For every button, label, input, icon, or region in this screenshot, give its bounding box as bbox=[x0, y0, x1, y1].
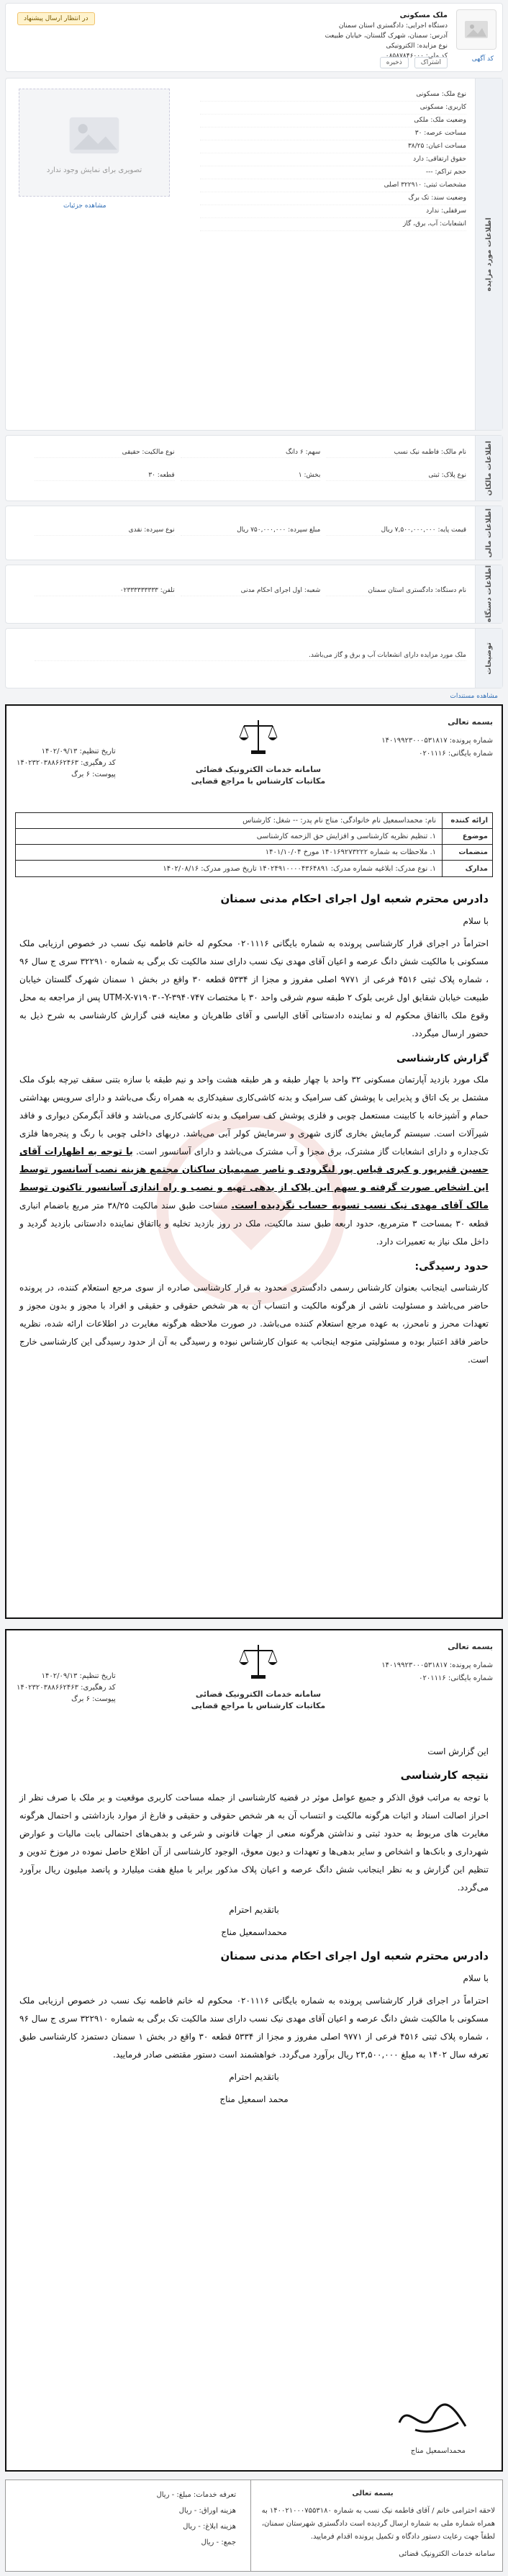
addressee-heading: دادرس محترم شعبه اول اجرای احکام مدنی سمنان bbox=[220, 892, 489, 905]
financial-cell: نوع سپرده: نقدی bbox=[35, 526, 175, 536]
footer-system: سامانه خدمات الکترونیک قضائی bbox=[399, 2550, 495, 2558]
document-header bbox=[6, 706, 502, 812]
section-heading: حدود رسیدگی: bbox=[414, 1261, 489, 1273]
listing-line: آدرس: سمنان، شهرک گلستان، خیابان طبیعت bbox=[325, 32, 448, 40]
document-emblem bbox=[186, 1641, 330, 1712]
image-gallery[interactable] bbox=[19, 89, 170, 197]
document-body bbox=[19, 1743, 489, 2113]
attachments: پیوست: ۶ برگ bbox=[71, 1695, 116, 1703]
org-title: سامانه خدمات الکترونیک قضائی bbox=[195, 1689, 322, 1699]
notes-section bbox=[5, 628, 503, 688]
paragraph-text: مساحت طبق سند مالکیت ۳۸/۲۵ متر مربع باضمام انباری قطعه ۳۰ بمساحت ۳ مترمربع، حدود اربعه طبق سند مالکیت، ملک در روز بازدید تخلیه و بااتفاق نماینده دادستانی بازدید گردید و داخل ملک نیاز به تعمیرات دارد. bbox=[19, 1201, 489, 1247]
section-tab bbox=[475, 436, 502, 501]
signer-name: محمد اسمعیل مناج bbox=[219, 2094, 289, 2104]
greeting: با سلام bbox=[463, 1973, 489, 1983]
fee-item: هزینه اوراق: - ریال bbox=[178, 2507, 236, 2515]
attachments: پیوست: ۶ برگ bbox=[71, 771, 116, 778]
financial-cell: مبلغ سپرده: ۷۵۰,۰۰۰,۰۰۰ ریال bbox=[181, 526, 321, 536]
section-tab-label: اطلاعات مورد مزایده bbox=[485, 217, 493, 292]
paragraph: کارشناسی اینجانب بعنوان کارشناس رسمی دادگستری محدود به قرار کارشناسی صادره از سوی مرجع استعلام کننده، در پرونده حاضر می‌باشد و مسئولیت ناشی از هرگونه مالکیت و انتساب آن به هر شخص حقوقی و حقیقی و افراد با مجوز و بدون مجوز و تعهدات محرز و نامحرز، به عهده مرجع استعلام کننده می‌باشد. در صورت ملاحظه هرگونه مغایرت در اطلاعات ارائه شده، نظریه حاضر فاقد اعتبار بوده و مسئولیتی متوجه اینجانب به عنوان کارشناس نبوده و رسیدگی به آن از حدود رسیدگی این کارشناسی خارج است. bbox=[19, 1283, 489, 1365]
documents-link[interactable]: مشاهده مستندات bbox=[450, 693, 498, 700]
meta-value: نام: محمداسمعیل نام خانوادگی: مناج نام پدر: -- شغل: کارشناس bbox=[242, 817, 436, 825]
file-number: شماره پرونده: ۱۴۰۱۹۹۲۳۰۰۰۵۳۱۸۱۷ bbox=[381, 1661, 493, 1669]
paragraph bbox=[19, 1071, 489, 1251]
archive-number: شماره بایگانی: ۰۲۰۱۱۱۶ bbox=[419, 750, 493, 758]
section-tab bbox=[475, 78, 502, 430]
org-subtitle: مکاتبات کارشناس با مراجع قضایی bbox=[191, 1701, 326, 1710]
owner-cell: قطعه: ۳۰ bbox=[35, 472, 175, 481]
section-tab-label: اطلاعات دستگاه bbox=[485, 565, 493, 623]
spec-item: مساحت عرصه: ۳۰ bbox=[200, 127, 466, 140]
meta-row bbox=[16, 813, 492, 829]
emphasized-text: با توجه به اظهارات آقای حسین قنبرپور و کبری قیاس پور لنگرودی و ناصر صمیمیان ساکنان مجتمع هزینه نصب آسانسور توسط این اشخاص صورت گرفته و سهم این پلاک از بدهی تهیه و نصب و راه اندازی آسانسور تاکنون توسط مالک آقای مهدی نیک نسب تسویه حساب نگردیده است. bbox=[19, 1146, 489, 1211]
agency-cell: شعبه: اول اجرای احکام مدنی bbox=[181, 587, 321, 596]
document-page-2 bbox=[5, 1629, 503, 2472]
addressee-heading: دادرس محترم شعبه اول اجرای احکام مدنی سمنان bbox=[220, 1949, 489, 1962]
spec-item: مساحت اعیان: ۳۸/۲۵ bbox=[200, 140, 466, 153]
listing-code-link[interactable]: کد آگهی bbox=[471, 55, 494, 63]
listing-thumbnail[interactable] bbox=[456, 9, 496, 50]
fee-list bbox=[13, 2487, 236, 2551]
document-bism: بسمه تعالی bbox=[448, 1642, 493, 1651]
signer-name: محمداسمعیل مناج bbox=[221, 1927, 287, 1937]
closing: باتقدیم احترام bbox=[229, 1905, 279, 1915]
share-button[interactable]: اشتراک bbox=[414, 57, 448, 68]
file-number: شماره پرونده: ۱۴۰۱۹۹۲۳۰۰۰۵۳۱۸۱۷ bbox=[381, 737, 493, 745]
meta-value: ۱. تنظیم نظریه کارشناسی و افزایش حق الزحمه کارشناسی bbox=[256, 833, 436, 840]
fee-item: جمع: - ریال bbox=[201, 2539, 236, 2546]
financial-section bbox=[5, 506, 503, 560]
agency-cell: تلفن: ۰۲۳۳۳۳۳۳۳۳۳ bbox=[35, 587, 175, 596]
listing-title: ملک مسکونی bbox=[399, 12, 448, 19]
details-link[interactable]: مشاهده جزئیات bbox=[63, 202, 106, 210]
paragraph: با توجه به مراتب فوق الذکر و جمیع عوامل موثر در قضیه کارشناسی از جمله مساحت کاربری موقعیت و بر ملک با صرف نظر از احراز اصالت اسناد و اثبات هرگونه مالکیت و انتساب آن به هر شخص حقوقی و حقیقی و فارغ از موارد بازداشتی و احتمال هرگونه مغایرت های مربوط به حدود ثبتی و نداشتن هرگونه منعی از جهات قانونی و شرعی و بدهی‌های احتمالی بابت مالیات و عوارض شهرداری و بانک‌ها و اشخاص و سایر بدهی‌ها و تعهدات و دیون معوق، الوجود کارشناسی از آن اطلاع حاصل نموده در موزخ تدوین و تنظیم این گزارش و به نظر اینجانب شش دانگ عرصه و اعیان پلاک مذکور برابر با مبلغ هفت میلیارد و پانصد میلیون ریال برآورد می‌گردد. bbox=[19, 1792, 489, 1893]
tracking-code: کد رهگیری: ۱۴۰۲۳۲۰۳۸۸۶۶۲۴۶۳ bbox=[17, 1684, 116, 1692]
owner-cell: نام مالک: فاطمه نیک نسب bbox=[326, 449, 466, 458]
document-date: تاریخ تنظیم: ۱۴۰۲/۰۹/۱۳ bbox=[41, 1672, 116, 1680]
meta-label: ارائه کننده bbox=[442, 813, 492, 828]
status-badge: در انتظار ارسال پیشنهاد bbox=[17, 12, 95, 25]
document-meta-table bbox=[15, 812, 493, 877]
document-meta-left bbox=[17, 746, 116, 781]
document-emblem bbox=[186, 716, 330, 787]
scales-of-justice-icon bbox=[237, 1641, 280, 1682]
owners-section bbox=[5, 435, 503, 501]
archive-number: شماره بایگانی: ۰۲۰۱۱۱۶ bbox=[419, 1674, 493, 1682]
section-tab bbox=[475, 565, 502, 623]
spec-item: وضعیت سند: تک برگ bbox=[200, 192, 466, 205]
meta-row bbox=[16, 845, 492, 861]
document-body bbox=[19, 884, 489, 1373]
meta-value: ۱. ملاحظات به شماره ۱۴۰۱۶۹۲۷۳۲۲۲ مورخ ۱۴۰۱/۱۰/۰۴ bbox=[265, 848, 436, 856]
no-image-icon bbox=[65, 112, 123, 159]
scales-of-justice-icon bbox=[237, 716, 280, 758]
section-heading: نتیجه کارشناسی bbox=[400, 1769, 489, 1782]
paragraph: احتراماً در اجرای قرار کارشناسی پرونده به شماره بایگانی ۰۲۰۱۱۱۶ محکوم له خانم فاطمه نیک نسب در خصوص ارزیابی ملک مسکونی با مالکیت شش دانگ عرصه و اعیان آقای مهدی نیک نسب دارای سند مالکیت تک برگی به شماره ۳۲۲۹۱۰ سری ج سال ۹۶ ، شماره پلاک ثبتی ۴۵۱۶ فرعی از ۹۷۷۱ اصلی مفروز و مجزا از ۵۳۳۴ قطعه ۳۰ واقع در بخش ۱ سمنان دستمزد کارشناسی طبق تعرفه سال ۱۴۰۲ به مبلغ ۲۳,۵۰۰,۰۰۰ ریال برآورد می‌گردد. خواهشمند است دستور مقتضی صادر فرمایید. bbox=[19, 1996, 489, 2060]
spec-item: انشعابات: آب، برق، گاز bbox=[200, 218, 466, 231]
spec-item: کاربری: مسکونی bbox=[200, 102, 466, 115]
spec-item: حجم تراکم: --- bbox=[200, 166, 466, 179]
owner-row bbox=[35, 449, 466, 458]
paragraph-text: ملک مورد بازدید آپارتمان مسکونی ۳۲ واحد با چهار طبقه و هر طبقه هشت واحد و نیم طبقه با سازه بتنی سقف تیرچه بلوک ملک مشتمل بر یک اتاق و پذیرایی با پوشش کف سرامیک و بدنه کاشی‌کاری سفیدکاری به همراه رنگ می‌باشد و دارای سرویس بهداشتی حمام و آشپزخانه با کابینت مستعمل چوبی و فلزی پوشش کف سرامیک و بدنه کاشی‌کاری می‌باشد و فاقد آبگرمکن دیواری و فاقد شیرآلات است. سیستم گرمایش بخاری گازی شهری و سرمایش کولر آبی می‌باشد. دربهای داخلی چوبی با رنگ و پنجره‌ها فلزی تک‌جداره و دارای انشعابات گاز مشترک، برق مجزا و آب مشترک می‌باشد و دارای آسانسور است. bbox=[19, 1074, 489, 1157]
bookmark-button[interactable]: ذخیره bbox=[380, 57, 409, 68]
owner-cell: بخش: ۱ bbox=[181, 472, 321, 481]
document-page-1 bbox=[5, 704, 503, 1619]
document-meta-left bbox=[17, 1671, 116, 1705]
document-date: تاریخ تنظیم: ۱۴۰۲/۰۹/۱۳ bbox=[41, 748, 116, 755]
org-title: سامانه خدمات الکترونیک قضائی bbox=[195, 765, 322, 774]
closing: باتقدیم احترام bbox=[229, 2072, 279, 2082]
meta-label: مدارک bbox=[442, 861, 492, 876]
listing-line: نوع مزایده: الکترونیکی bbox=[386, 42, 448, 50]
listing-line: کد ملی: ۰۸۵۸۷۸۴۶۰۰۰ bbox=[385, 53, 448, 60]
financial-row bbox=[35, 526, 466, 536]
status-wrap bbox=[17, 12, 95, 25]
document-header bbox=[6, 1630, 502, 1737]
document-meta-right bbox=[381, 716, 493, 760]
listing-header-card bbox=[5, 3, 503, 72]
intro-line: این گزارش است bbox=[427, 1746, 489, 1756]
owner-cell: نوع پلاک: ثبتی bbox=[326, 472, 466, 481]
action-row bbox=[380, 57, 448, 68]
spec-item: حقوق ارتفاقی: دارد bbox=[200, 153, 466, 166]
tracking-code: کد رهگیری: ۱۴۰۲۳۲۰۳۸۸۶۶۲۴۶۳ bbox=[17, 759, 116, 767]
footer-notice bbox=[250, 2487, 495, 2561]
spec-item: مشخصات ثبتی: ۳۲۲۹۱۰ اصلی bbox=[200, 179, 466, 192]
meta-value: ۱. نوع مدرک: ابلاغیه شماره مدرک: ۱۴۰۲۴۹۱۰۰۰۰۴۳۶۴۸۹۱ تاریخ صدور مدرک: ۱۴۰۲/۰۸/۱۶ bbox=[163, 864, 436, 873]
spec-item: وضعیت ملک: ملکی bbox=[200, 115, 466, 127]
listing-line: دستگاه اجرایی: دادگستری استان سمنان bbox=[338, 22, 448, 30]
notes-text: ملک مورد مزایده دارای انشعابات آب و برق و گاز می‌باشد. bbox=[35, 652, 466, 661]
paragraph: احتراماً در اجرای قرار کارشناسی پرونده به شماره بایگانی ۰۲۰۱۱۱۶ محکوم له خانم فاطمه نیک نسب در خصوص ارزیابی ملک مسکونی با مالکیت شش دانگ عرصه و اعیان آقای مهدی نیک نسب دارای سند مالکیت تک برگی به شماره ۳۲۲۹۱۰ سری ج سال ۹۶ ، شماره پلاک ثبتی ۴۵۱۶ فرعی از ۹۷۷۱ اصلی مفروز و مجزا از ۵۳۳۴ قطعه ۳۰ واقع در بخش ۱ سمنان شهرک گلستان خیابان طبیعت خیابان شقایق اول غربی بلوک ۲ طبقه سوم شرقی واحد ۳۰ با مختصات UTM-X-۷۱۹۰۳۰-Y-۳۹۴۰۷۴۷ پس از مراجعه به محل وقوع ملک بااتفاق محکوم له و نماینده دادستانی آقای الیاسی و آقای طاهریان و معاینه فنی گزارش کارشناسی به شرح ذیل به حضور ارسال میگردد. bbox=[19, 938, 489, 1038]
section-tab bbox=[475, 506, 502, 560]
fee-item: هزینه ابلاغ: - ریال bbox=[183, 2523, 236, 2531]
meta-row bbox=[16, 861, 492, 876]
signature-caption: محمداسمعیل مناج bbox=[410, 2447, 466, 2455]
no-image-caption: تصویری برای نمایش وجود ندارد bbox=[46, 166, 142, 174]
section-tab bbox=[475, 629, 502, 688]
section-tab-label: توضیحات bbox=[485, 642, 493, 675]
section-heading: گزارش کارشناسی bbox=[396, 1053, 489, 1064]
footer-text: لاحقه احترامی خانم / آقای فاطمه نیک نسب به شماره ۱۴۰۰۲۱۰۰۰۷۵۵۳۱۸۰ به همراه شماره ملی به شماره ارسال گردیده است دادگستری شهرستان سمنان، لطفاً جهت رعایت دستور دادگاه و تکمیل پرونده اقدام فرمایید. bbox=[261, 2507, 495, 2541]
section-tab-label: اطلاعات مالی bbox=[485, 508, 493, 558]
fee-footer-card bbox=[5, 2479, 503, 2572]
owner-cell: نوع مالکیت: حقیقی bbox=[35, 449, 175, 458]
fee-item: تعرفه خدمات: مبلغ: - ریال bbox=[156, 2491, 236, 2499]
meta-label: منضمات bbox=[442, 845, 492, 860]
org-subtitle: مکاتبات کارشناس با مراجع قضایی bbox=[191, 776, 326, 786]
financial-cell: قیمت پایه: ۷,۵۰۰,۰۰۰,۰۰۰ ریال bbox=[326, 526, 466, 536]
section-tab-label: اطلاعات مالکان bbox=[485, 440, 493, 496]
document-bism: بسمه تعالی bbox=[448, 717, 493, 727]
listing-info bbox=[210, 11, 448, 61]
footer-bism: بسمه تعالی bbox=[352, 2490, 394, 2498]
meta-label: موضوع bbox=[442, 829, 492, 844]
meta-row bbox=[16, 829, 492, 845]
agency-cell: نام دستگاه: دادگستری استان سمنان bbox=[326, 587, 466, 596]
owner-row bbox=[35, 472, 466, 481]
notes-row bbox=[35, 652, 466, 661]
spec-item: سرقفلی: ندارد bbox=[200, 205, 466, 218]
auction-item-section bbox=[5, 78, 503, 431]
agency-section bbox=[5, 565, 503, 624]
spec-item: نوع ملک: مسکونی bbox=[200, 89, 466, 102]
owner-cell: سهم: ۶ دانگ bbox=[181, 449, 321, 458]
agency-row bbox=[35, 587, 466, 596]
greeting: با سلام bbox=[463, 916, 489, 926]
divider bbox=[250, 2480, 251, 2571]
image-placeholder-icon bbox=[462, 15, 491, 44]
signature-icon bbox=[394, 2394, 473, 2444]
property-specs bbox=[200, 89, 466, 231]
document-meta-right bbox=[381, 1641, 493, 1685]
